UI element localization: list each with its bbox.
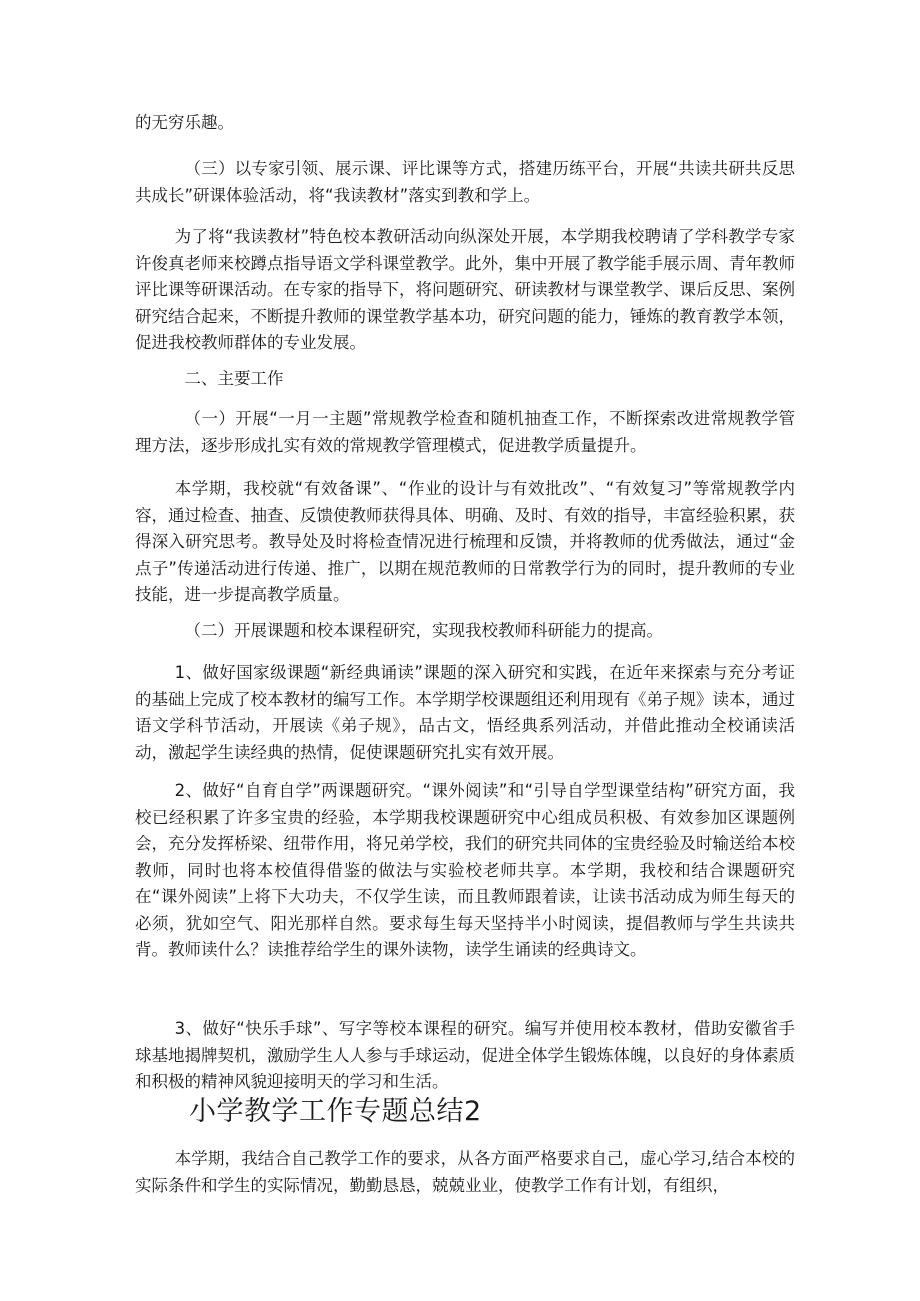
- paragraph-research-projects: （二）开展课题和校本课程研究，实现我校教师科研能力的提高。: [184, 621, 663, 640]
- section-heading-main-work: 二、主要工作: [184, 369, 284, 388]
- paragraph-special-research: 为了将“我读教材”特色校本教研活动向纵深处开展，本学期我校聘请了学科教学专家许俊真老师来校蹲点指导语文学科课堂教学。此外，集中开展了教学能手展示周、青年教师评比课等研课活动。在专家的指导下，将问题研究、研读教材与课堂教学、课后反思、案例研究结合起来，不断提升教师的课堂教学基本功，研究问题的能力，锤炼的教育教学本领，促进我校教师群体的专业发展。: [135, 227, 795, 352]
- paragraph-handball-course: 3、做好“快乐手球”、写字等校本课程的研究。编写并使用校本教材，借助安徽省手球基地揭牌契机，激励学生人人参与手球运动，促进全体学生锻炼体魄，以良好的身体素质和积极的精神风貌迎接明天的学习和生活。: [135, 1019, 795, 1091]
- paragraph-self-learning: 2、做好“自育自学”两课题研究。“课外阅读”和“引导自学型课堂结构”研究方面，我校已经积累了许多宝贵的经验，本学期我校课题研究中心组成员积极、有效参加区课题例会，充分发挥桥梁、纽带作用，将兄弟学校，我们的研究共同体的宝贵经验及时输送给本校教师，同时也将本校值得借鉴的做法与实验校老师共享。本学期，我校和结合课题研究在“课外阅读”上将下大功夫，不仅学生读，而且教师跟着读，让读书活动成为师生每天的必须，犹如空气、阳光那样自然。要求每生每天坚持半小时阅读，提倡教师与学生共读共背。教师读什么？读推荐给学生的课外读物，读学生诵读的经典诗文。: [135, 781, 795, 959]
- paragraph-effective-teaching: 本学期，我校就“有效备课”、“作业的设计与有效批改”、“有效复习”等常规教学内容，通过检查、抽查、反馈使教师获得具体、明确、及时、有效的指导，丰富经验积累，获得深入研究思考。教导处及时将检查情况进行梳理和反馈，并将教师的优秀做法，通过“金点子”传递活动进行传递、推广，以期在规范教师的日常教学行为的同时，提升教师的专业技能，进一步提高教学质量。: [135, 479, 795, 604]
- paragraph-closing: 本学期，我结合自己教学工作的要求，从各方面严格要求自己，虚心学习,结合本校的实际条件和学生的实际情况，勤勤恳恳，兢兢业业，使教学工作有计划，有组织，: [135, 1149, 795, 1195]
- paragraph-continuation: 的无穷乐趣。: [135, 113, 234, 132]
- paragraph-expert-guidance: （三）以专家引领、展示课、评比课等方式，搭建历练平台，开展“共读共研共反思共成长”研课体验活动，将“我读教材”落实到教和学上。: [135, 159, 795, 205]
- paragraph-routine-inspection: （一）开展“一月一主题”常规教学检查和随机抽查工作，不断探索改进常规教学管理方法，逐步形成扎实有效的常规教学管理模式，促进教学质量提升。: [135, 409, 795, 455]
- section-title: 小学教学工作专题总结2: [189, 1096, 482, 1127]
- paragraph-classic-reading: 1、做好国家级课题“新经典诵读”课题的深入研究和实践，在近年来探索与充分考证的基础上完成了校本教材的编写工作。本学期学校课题组还利用现有《弟子规》读本，通过语文学科节活动，开展读《弟子规》，品古文，悟经典系列活动，并借此推动全校诵读活动，激起学生读经典的热情，促使课题研究扎实有效开展。: [135, 663, 795, 762]
